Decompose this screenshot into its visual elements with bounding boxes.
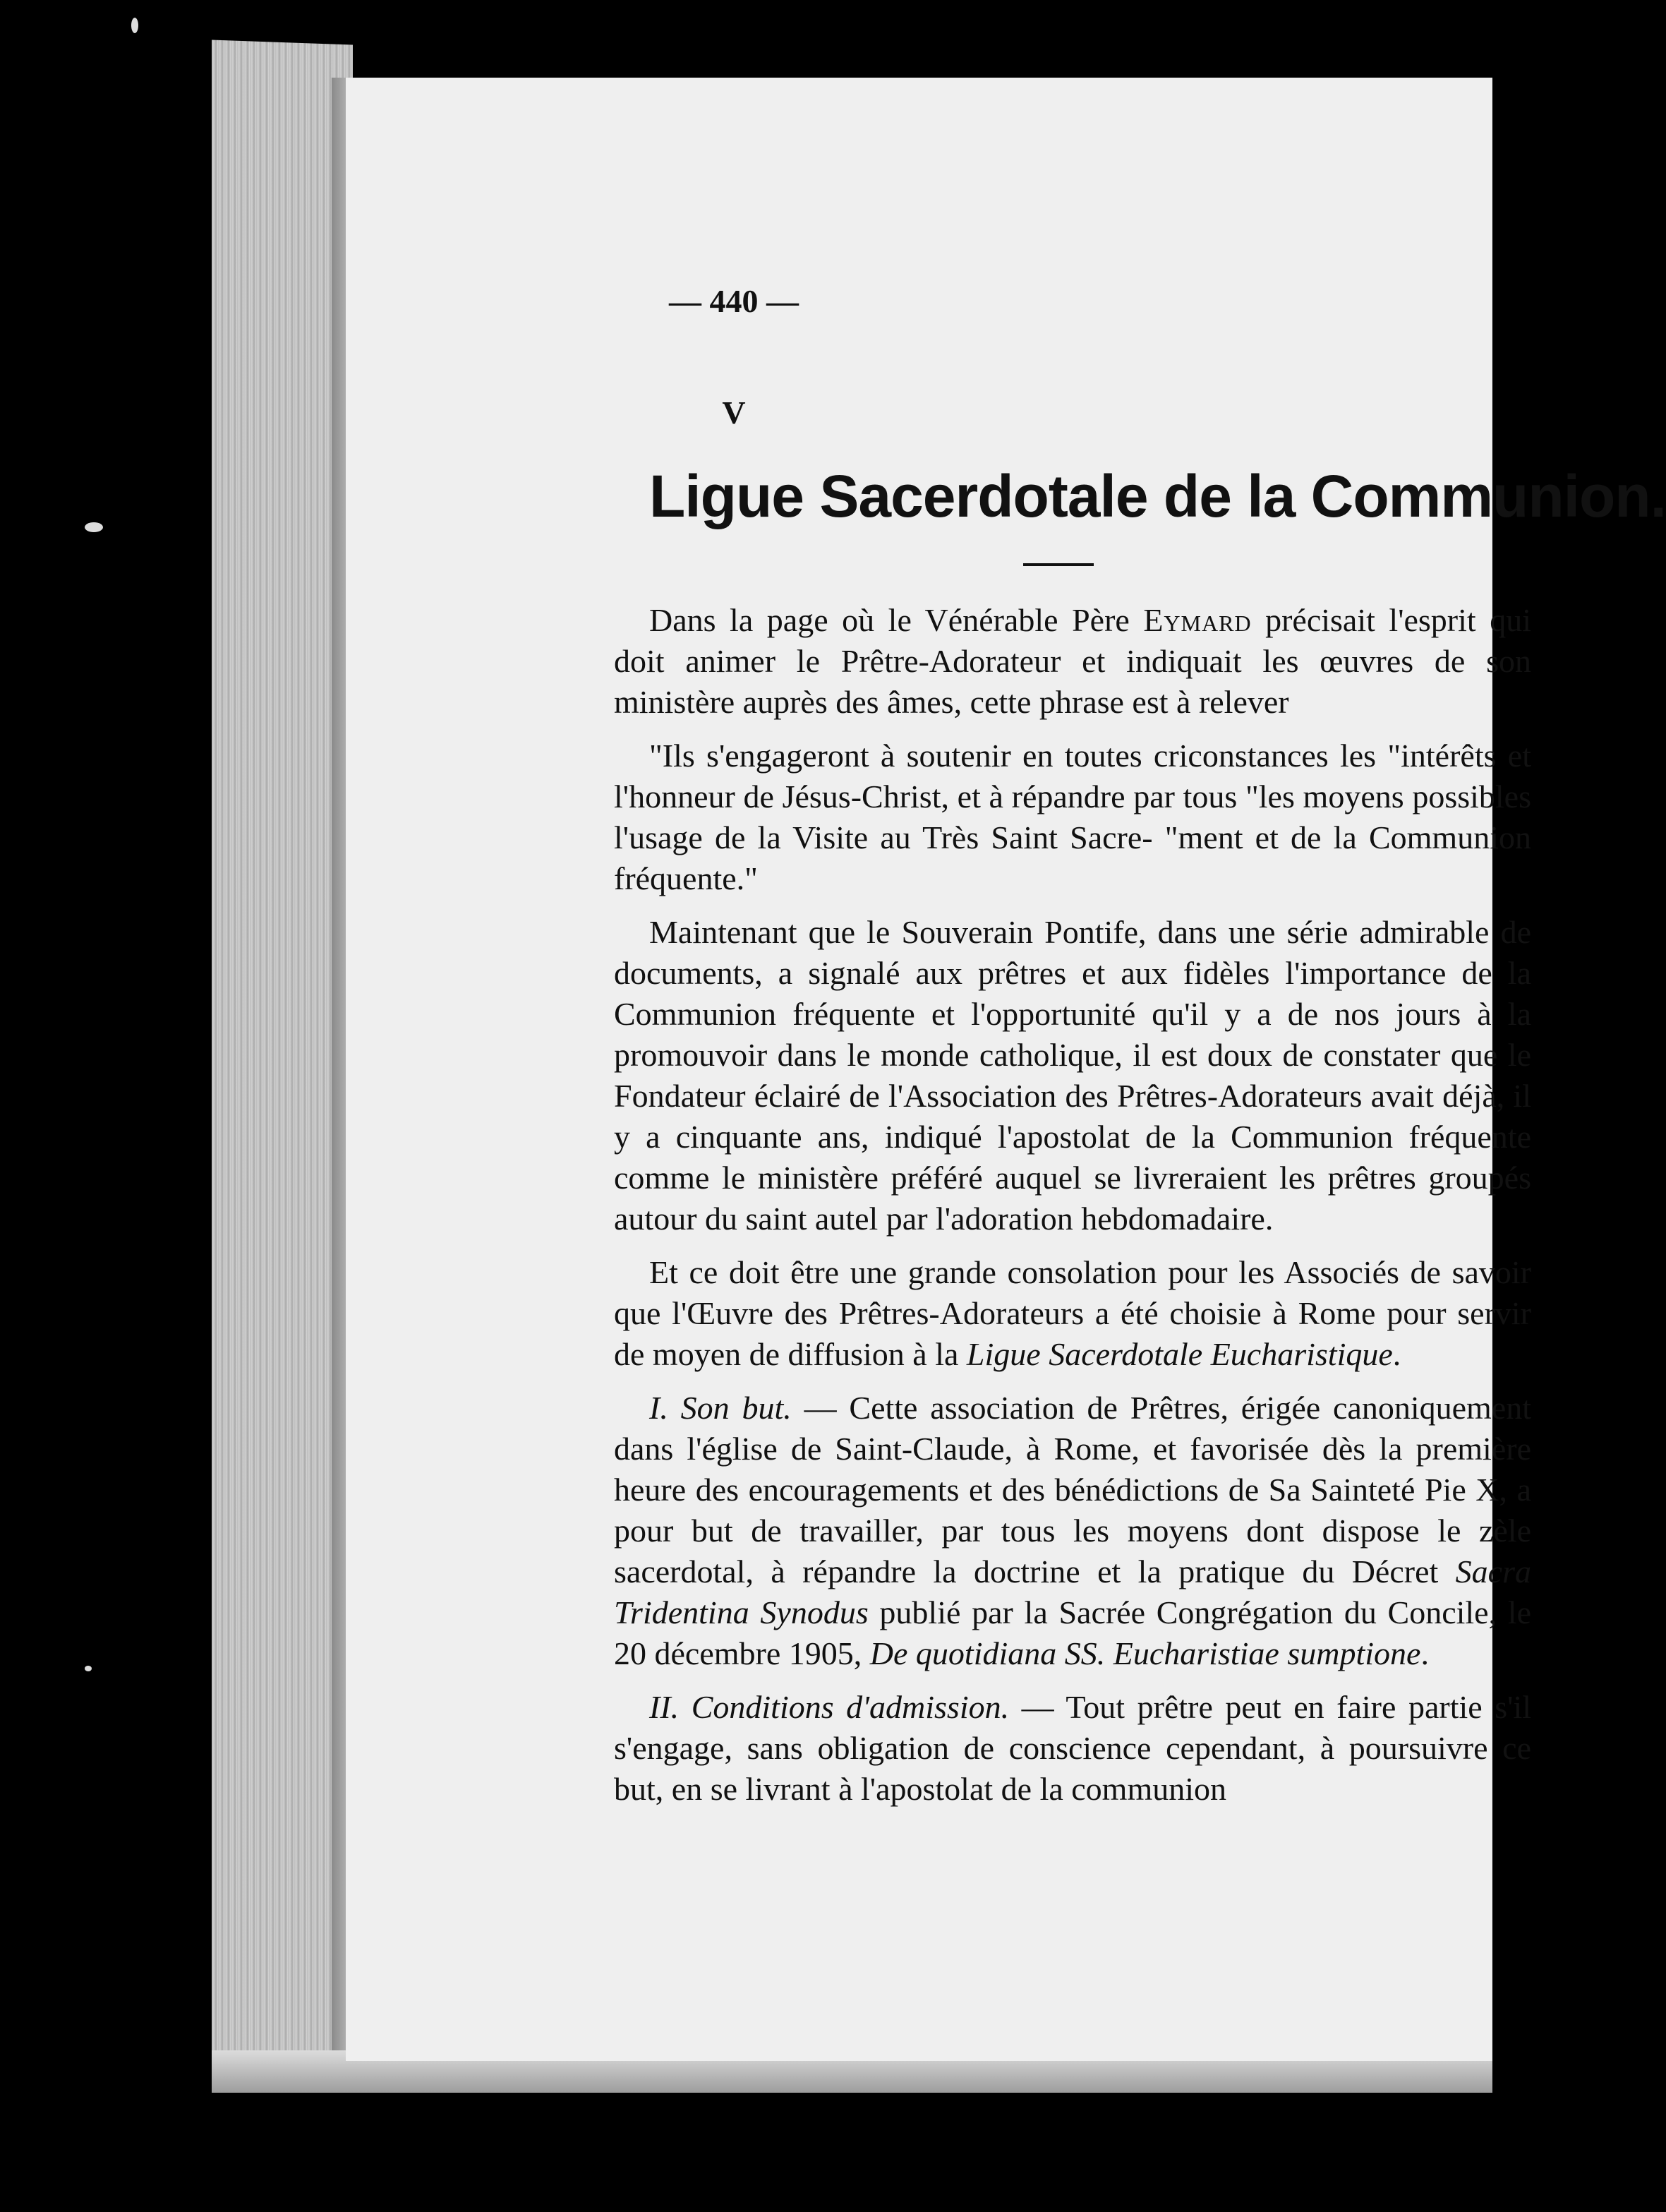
- italic-span: Ligue Sacerdotale Eucharistique: [966, 1336, 1393, 1372]
- title-rule: [1023, 563, 1094, 566]
- text-span: Et ce doit être une grande consolation pour les Associés de savoir que l'Œuvre des Prêtres-Adorateurs a été choisie à Rome pour servir de moyen de diffusion à la: [614, 1254, 1531, 1372]
- italic-span: I. Son but.: [649, 1390, 792, 1426]
- paragraph-son-but: [614, 1388, 1531, 1674]
- text-span: — Cette association de Prêtres, érigée canoniquement dans l'église de Saint-Claude, à Rome, et favorisée dès la première heure des encouragements et des bénédictions de Sa Sainteté Pie X, a pour but de travailler, par tous les moyens dont dispose le zèle sacerdotal, à répandre la doctrine et la pratique du Décret: [614, 1390, 1531, 1589]
- italic-span: Sacra Tridentina Synodus: [614, 1553, 1531, 1630]
- scan-dust-mark: [85, 522, 103, 532]
- body-text: [614, 600, 1531, 1822]
- paragraph-conditions: [614, 1687, 1531, 1810]
- text-span: "Ils s'engageront à soutenir en toutes criconstances les "intérêts et l'honneur de Jésus-Christ, et à répandre par tous "les moyens possibles l'usage de la Visite au Très Saint Sacre- "ment et de la Communion fréquente.": [614, 738, 1531, 896]
- small-caps-name: Eymard: [1143, 602, 1252, 638]
- text-span: Maintenant que le Souverain Pontife, dans une série admirable de documents, a signalé aux prêtres et aux fidèles l'importance de la Communion fréquente et l'opportunité qu'il y a de nos jours à la promouvoir dans le monde catholique, il est doux de constater que le Fondateur éclairé de l'Association des Prêtres-Adorateurs avait déjà, il y a cinquante ans, indiqué l'apostolat de la Communion fréquente comme le ministère préféré auquel se livreraient les prêtres groupés autour du saint autel par l'adoration hebdomadaire.: [614, 914, 1531, 1237]
- italic-span: De quotidiana SS. Eucharistiae sumptione: [869, 1635, 1421, 1671]
- text-span: précisait l'esprit qui doit animer le Prêtre-Adorateur et indiquait les œuvres de son ministère auprès des âmes, cette phrase est à relever: [614, 602, 1531, 720]
- text-span: Dans la page où le Vénérable Père: [649, 602, 1144, 638]
- page-number: — 440 —: [669, 283, 799, 319]
- text-span: publié par la Sacrée Congrégation du Concile, le 20 décembre 1905,: [614, 1594, 1531, 1671]
- scan-dust-mark: [131, 18, 138, 33]
- paragraph-maintenant: [614, 912, 1531, 1239]
- paragraph-intro: [614, 600, 1531, 723]
- text-span: .: [1392, 1336, 1401, 1372]
- paragraph-consolation: [614, 1252, 1531, 1375]
- paragraph-quote: [614, 735, 1531, 899]
- section-numeral: V: [722, 395, 746, 431]
- scan-dust-mark: [85, 1666, 92, 1671]
- text-span: — Tout prêtre peut en faire partie s'il s'engage, sans obligation de conscience cependant, à poursuivre ce but, en se livrant à l'apostolat de la communion: [614, 1689, 1531, 1807]
- italic-span: II. Conditions d'admission.: [649, 1689, 1010, 1725]
- chapter-title: Ligue Sacerdotale de la Communion.: [649, 463, 1666, 529]
- book-page: [346, 78, 1666, 2061]
- text-span: .: [1420, 1635, 1429, 1671]
